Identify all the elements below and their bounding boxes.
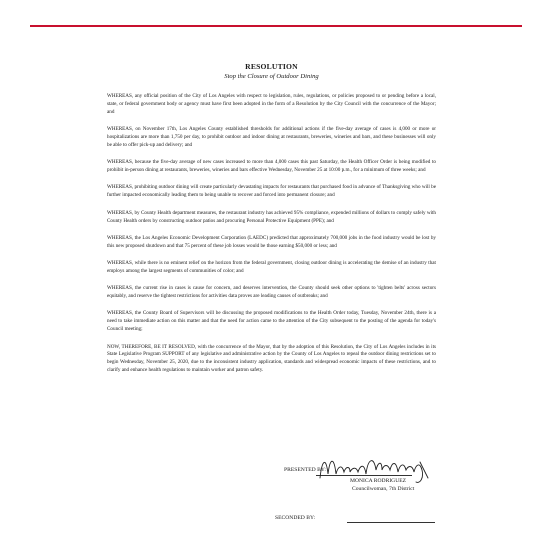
resolved-paragraph: NOW, THEREFORE, BE IT RESOLVED, with the concurrence of the Mayor, that by the adoption of this Resolution, the City of Los Angeles includes in its State Legislative Program SUPPORT of any legislative and administrative action by the County of Los Angeles to repeal the outdoor dining restrictions set to begin Wednesday, November 25, 2020, due to the inconsistent industry application, standards and widespread economic impacts of these restrictions, and to clarify and enhance health regulations to maintain worker and patron safety. [107,343,436,374]
paragraph: WHEREAS, because the five-day average of new cases increased to more than 4,000 cases this past Saturday, the Health Officer Order is being modified to prohibit in-person dining at restaurants, breweries, wineries and bars effective Wednesday, November 25 at 10:00 p.m., for a minimum of three weeks; and [107,159,436,174]
signer-title: Councilwoman, 7th District [352,486,415,492]
paragraph: WHEREAS, on November 17th, Los Angeles County established thresholds for additional actions if the five-day average of cases is 4,000 or more or hospitalizations are more than 1,750 per day, to prohibit outdoor and indoor dining at restaurants, breweries, wineries and bars, and these businesses will only be able to offer pick-up and delivery; and [107,126,436,148]
seconded-by-label: SECONDED BY: [275,515,316,521]
paragraph: WHEREAS, any official position of the City of Los Angeles with respect to legislation, rules, regulations, or policies proposed to or pending before a local, state, or federal government body or agency must have first been adopted in the form of a Resolution by the City Council with the concurrence of the Mayor; and [107,93,436,115]
paragraph: WHEREAS, prohibiting outdoor dining will create particularly devastating impacts for restaurants that purchased food in advance of Thanksgiving who will be further impacted economically leading them to being unable to recover and forced into permanent closure; and [107,184,436,199]
presented-by-label: PRESENTED BY: [284,467,326,473]
resolution-document [107,62,436,385]
paragraph: WHEREAS, the Los Angeles Economic Development Corporation (LAEDC) predicted that approximately 700,000 jobs in the food industry would be lost by this new proposed shutdown and that 75 percent of these job losses would be those earning $50,000 or less; and [107,234,436,249]
paragraph: WHEREAS, by County Health department measures, the restaurant industry has achieved 95% compliance, expended millions of dollars to comply safely with County Health orders by constructing outdoor patios and procuring Personal Protective Equipment (PPE); and [107,209,436,224]
paragraph: WHEREAS, while there is no eminent relief on the horizon from the federal government, closing outdoor dining is accelerating the demise of an industry that employs among the largest segments of communities of color; and [107,260,436,274]
signature-block [284,462,524,502]
seconded-line [347,522,435,523]
paragraph: WHEREAS, the County Board of Supervisors will be discussing the proposed modifications to the Health Order today, Tuesday, November 24th, there is a need to take immediate action on this matter and that the need for action came to the attention of the City subsequent to the posting of the agenda for today's Council meeting; [107,310,436,333]
seconded-block [275,515,475,527]
document-subtitle: Stop the Closure of Outdoor Dining [224,73,319,80]
paragraph: WHEREAS, the current rise in cases is cause for concern, and deserves intervention, the County should seek other options to 'tighten belts' across sectors equitably, and reserve the tightest restrictions for activities data proves are leading causes of outbreaks; and [107,285,436,300]
header-rule [30,25,522,27]
document-title: RESOLUTION [245,62,298,71]
signer-name: MONICA RODRIGUEZ [350,478,407,484]
